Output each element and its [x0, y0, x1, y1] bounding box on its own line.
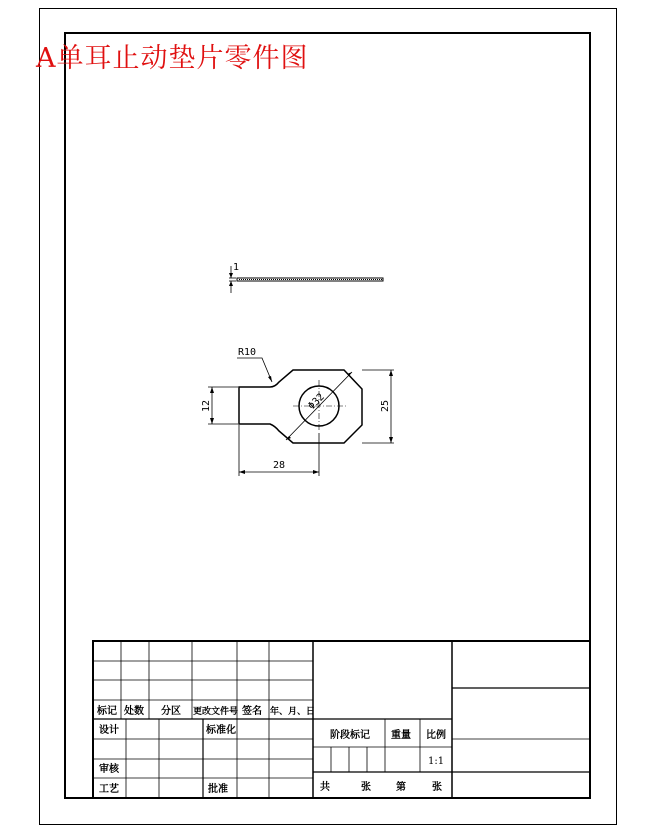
tb-total: 共	[320, 782, 330, 793]
outer-frame	[40, 9, 617, 825]
tb-count: 处数	[124, 706, 144, 717]
dimension-arrows	[210, 370, 393, 474]
tb-review: 审核	[99, 764, 119, 775]
tb-page-no: 第	[396, 782, 406, 793]
inner-frame	[65, 33, 590, 798]
front-dimensions	[208, 358, 394, 476]
tb-design: 设计	[99, 725, 119, 736]
tb-standardization: 标准化	[206, 725, 236, 736]
tb-approve: 批准	[208, 784, 228, 795]
tb-sheet: 张	[432, 782, 442, 793]
tb-date: 年、月、日	[270, 707, 316, 717]
tb-mark: 标记	[97, 706, 117, 717]
tb-process: 工艺	[99, 784, 119, 795]
tb-scale-value: 1:1	[428, 756, 445, 767]
dim-hole: Φ32	[306, 391, 327, 413]
drawing-title: A单耳止动垫片零件图	[36, 43, 309, 74]
title-block	[93, 641, 590, 798]
dim-height: 25	[380, 399, 391, 412]
tb-scale-label: 比例	[426, 730, 446, 741]
tb-signature: 签名	[242, 706, 262, 717]
tb-stage-mark: 阶段标记	[330, 730, 370, 741]
tb-sheets: 张	[361, 782, 371, 793]
tb-change-doc: 更改文件号	[193, 707, 239, 717]
tb-weight: 重量	[391, 730, 411, 741]
dim-tab-width: 12	[201, 399, 212, 412]
dim-radius: R10	[238, 347, 257, 358]
dim-thickness: 1	[233, 262, 240, 273]
side-view	[229, 266, 383, 293]
dim-length: 28	[273, 460, 286, 471]
tb-zone: 分区	[161, 706, 181, 717]
